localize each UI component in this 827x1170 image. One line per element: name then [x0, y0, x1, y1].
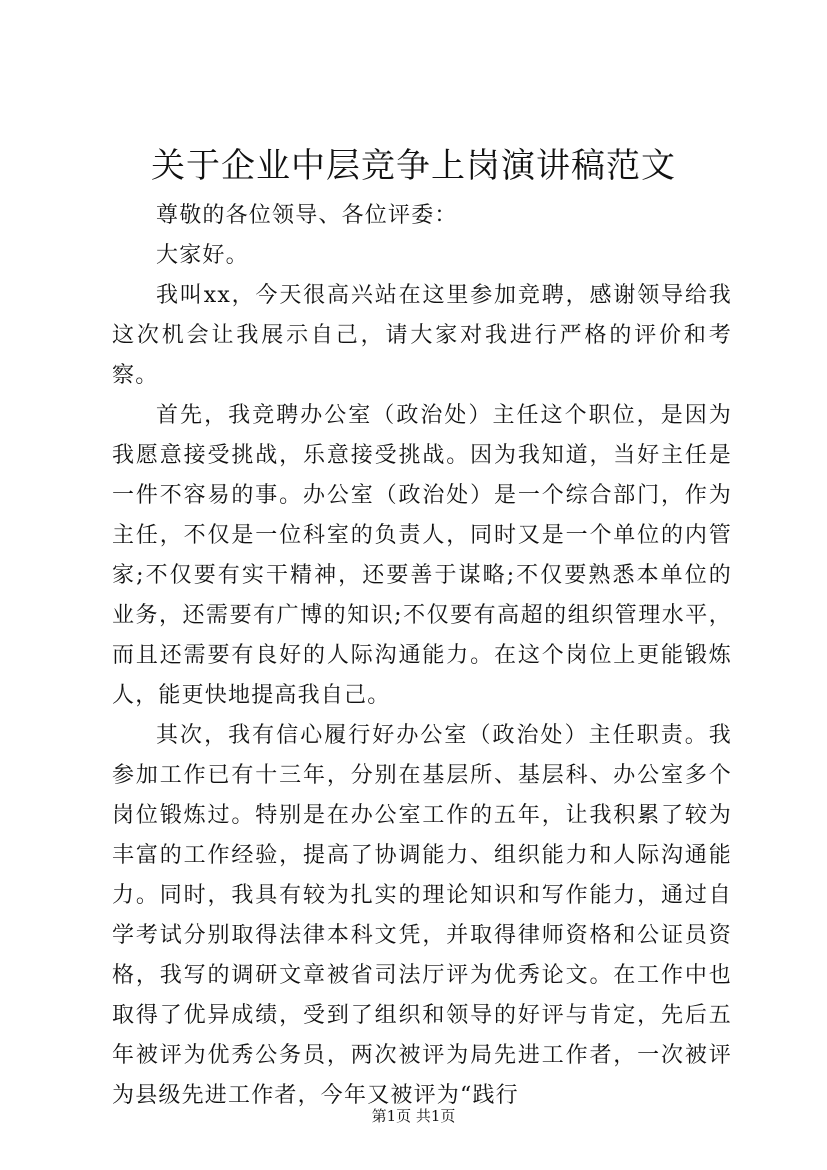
second-reason-paragraph: 其次，我有信心履行好办公室（政治处）主任职责。我参加工作已有十三年，分别在基层所、基层科、办公室多个岗位锻炼过。特别是在办公室工作的五年，让我积累了较为丰富的工作经验，提高了协调能力、组织能力和人际沟通能力。同时，我具有较为扎实的理论知识和写作能力，通过自学考试分别取得法律本科文凭，并取得律师资格和公证员资格，我写的调研文章被省司法厅评为优秀论文。在工作中也取得了优异成绩，受到了组织和领导的好评与肯定，先后五年被评为优秀公务员，两次被评为局先进工作者，一次被评为县级先进工作者，今年又被评为“践行	[112, 723, 732, 1108]
document-title: 关于企业中层竞争上岗演讲稿范文	[151, 146, 676, 186]
greeting-paragraph: 大家好。	[156, 243, 249, 268]
salutation-paragraph: 尊敬的各位领导、各位评委：	[156, 203, 458, 228]
document-body	[112, 196, 732, 1116]
first-reason-paragraph: 首先，我竞聘办公室（政治处）主任这个职位，是因为我愿意接受挑战，乐意接受挑战。因为我知道，当好主任是一件不容易的事。办公室（政治处）是一个综合部门，作为主任，不仅是一位科室的负责人，同时又是一个单位的内管家;不仅要有实干精神，还要善于谋略;不仅要熟悉本单位的业务，还需要有广博的知识;不仅要有高超的组织管理水平，而且还需要有良好的人际沟通能力。在这个岗位上更能锻炼人，能更快地提高我自己。	[112, 403, 732, 708]
intro-paragraph: 我叫xx，今天很高兴站在这里参加竞聘，感谢领导给我这次机会让我展示自己，请大家对我进行严格的评价和考察。	[112, 283, 732, 388]
page-number-footer: 第1页 共1页	[371, 1107, 456, 1125]
